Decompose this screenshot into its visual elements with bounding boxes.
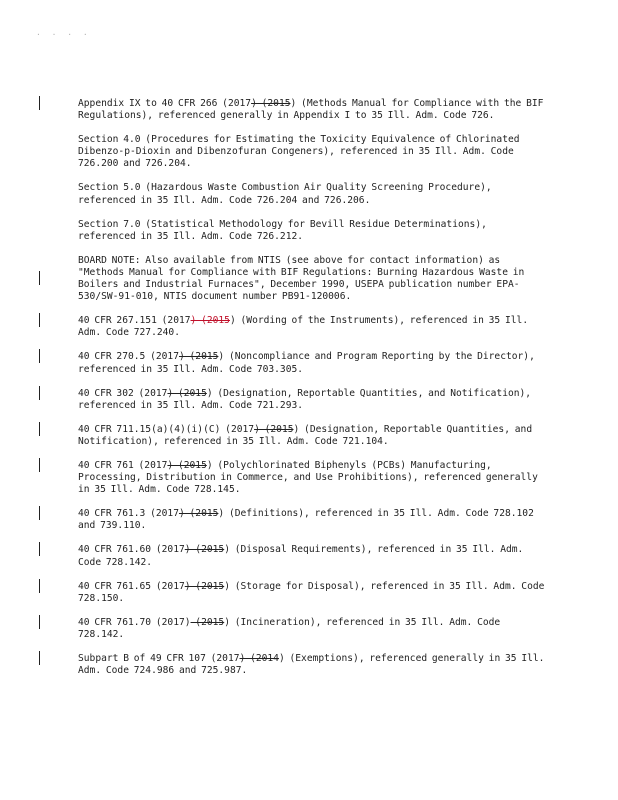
paragraph-761 — [78, 460, 548, 496]
paragraph-text: ) (Incineration), referenced in 35 Ill. Adm. Code 728.142. — [78, 616, 501, 640]
paragraph-text: ) (Designation, Reportable Quantities, and Notification), referenced in 35 Ill. Adm. Code 721.104. — [78, 423, 533, 447]
change-bar — [39, 506, 40, 520]
paragraph-text: 40 CFR 761.3 (2017 — [78, 508, 179, 520]
paragraph-text: Section 7.0 (Statistical Methodology for Bevill Residue Determinations), referenced in 35 Ill. Adm. Code 726.212. — [78, 218, 487, 242]
change-bar — [39, 542, 40, 556]
paragraph-text: ) (Polychlorinated Biphenyls (PCBs) Manufacturing, Processing, Distribution in Commerce, and Use Prohibitions), referenced generally in 35 Ill. Adm. Code 728.145. — [78, 459, 538, 496]
paragraph-text: ) (Storage for Disposal), referenced in 35 Ill. Adm. Code 728.150. — [78, 580, 545, 604]
paragraph-text: ) (Methods Manual for Compliance with the BIF Regulations), referenced generally in Appendix I to 35 Ill. Adm. Code 726. — [78, 98, 544, 122]
change-bar — [39, 458, 40, 472]
struck-text: ) (2014 — [239, 653, 279, 664]
struck-text: ) (2015 — [251, 98, 291, 109]
paragraph-761-65 — [78, 581, 548, 605]
paragraph-text: Subpart B of 49 CFR 107 (2017 — [78, 653, 240, 664]
paragraph-761-3 — [78, 508, 548, 532]
paragraph-49-cfr-107 — [78, 653, 548, 677]
paragraph-text: 40 CFR 761.65 (2017 — [78, 580, 185, 592]
paragraph-text: 40 CFR 270.5 (2017 — [78, 351, 179, 363]
paragraph-text: 40 CFR 761.70 (2017) — [78, 616, 191, 628]
paragraph-text: ) (Designation, Reportable Quantities, and Notification), referenced in 35 Ill. Adm. Code 721.293. — [78, 387, 532, 411]
paragraph-302 — [78, 388, 548, 412]
paragraph-text: 40 CFR 267.151 (2017 — [78, 315, 191, 327]
struck-text: ) (2015 — [178, 351, 219, 363]
paragraph-board-note — [78, 255, 548, 303]
paragraph-text: Appendix IX to 40 CFR 266 (2017 — [78, 98, 252, 109]
change-bar — [39, 271, 40, 285]
change-bar — [39, 422, 40, 436]
paragraph-761-70 — [78, 617, 548, 641]
paragraph-text: 40 CFR 761.60 (2017 — [78, 544, 185, 556]
change-bar — [39, 615, 40, 629]
change-bar — [39, 96, 40, 110]
struck-text: ) (2015 — [190, 315, 230, 327]
struck-text: ) (2015 — [184, 544, 225, 556]
struck-text: ) (2015 — [167, 459, 207, 471]
paragraph-appendix-ix — [78, 98, 548, 122]
paragraph-text: Section 4.0 (Procedures for Estimating the Toxicity Equivalence of Chlorinated Dibenzo-p-Dioxin and Dibenzofuran Congeners), referenced in 35 Ill. Adm. Code 726.200 and 726.204. — [78, 134, 520, 170]
paragraph-text: 40 CFR 711.15(a)(4)(i)(C) (2017 — [78, 423, 255, 435]
paragraph-267-151 — [78, 315, 548, 339]
paragraph-text: Section 5.0 (Hazardous Waste Combustion Air Quality Screening Procedure), referenced in 35 Ill. Adm. Code 726.204 and 726.206. — [78, 182, 492, 206]
paragraph-711-15 — [78, 424, 548, 448]
change-bar — [39, 651, 40, 665]
paragraph-text: 40 CFR 302 (2017 — [78, 387, 168, 399]
struck-text: (2015 — [190, 616, 225, 628]
paragraph-text: BOARD NOTE: Also available from NTIS (see above for contact information) as "Methods Manual for Compliance with BIF Regulations: Burning Hazardous Waste in Boilers and Industrial Furnaces", December 1990, USEPA publication number EPA-530/SW-91-010, NTIS document number PB91-120006. — [78, 254, 525, 303]
paragraph-section-4 — [78, 134, 548, 170]
struck-text: ) (2015 — [178, 508, 219, 520]
paragraph-270-5 — [78, 351, 548, 375]
paragraph-text: ) (Exemptions), referenced generally in 35 Ill. Adm. Code 724.986 and 725.987. — [78, 653, 545, 677]
change-bar — [39, 386, 40, 400]
paragraph-text: 40 CFR 761 (2017 — [78, 459, 168, 471]
change-bar — [39, 579, 40, 593]
paragraph-text: ) (Definitions), referenced in 35 Ill. Adm. Code 728.102 and 739.110. — [78, 508, 534, 532]
document-body — [78, 98, 548, 689]
paragraph-text: ) (Disposal Requirements), referenced in 35 Ill. Adm. Code 728.142. — [78, 544, 524, 568]
page-header-mark: . . . . — [36, 28, 91, 37]
paragraph-text: ) (Noncompliance and Program Reporting by the Director), referenced in 35 Ill. Adm. Code 703.305. — [78, 351, 535, 375]
change-bar — [39, 349, 40, 363]
paragraph-text: ) (Wording of the Instruments), referenced in 35 Ill. Adm. Code 727.240. — [78, 315, 529, 339]
struck-text: ) (2015 — [254, 423, 294, 435]
change-bar — [39, 313, 40, 327]
paragraph-761-60 — [78, 544, 548, 568]
struck-text: ) (2015 — [167, 387, 207, 399]
paragraph-section-5 — [78, 182, 548, 206]
struck-text: ) (2015 — [184, 580, 225, 592]
paragraph-section-7 — [78, 219, 548, 243]
